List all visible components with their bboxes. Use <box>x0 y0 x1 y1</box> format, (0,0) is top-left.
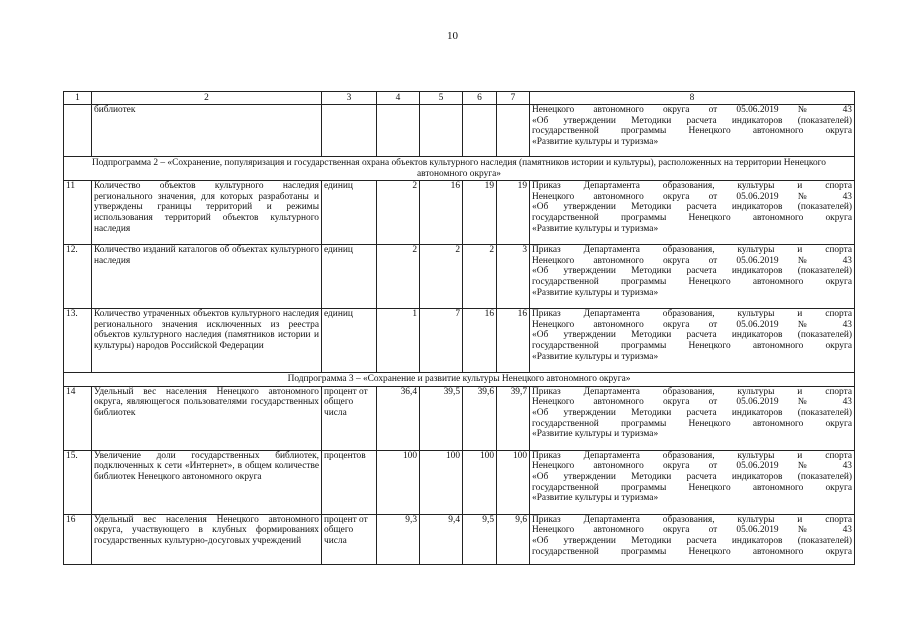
source-line: государственной программы Ненецкого автономного округа <box>532 340 852 351</box>
source-line: Приказ Департамента образования, культуры и спорта <box>532 245 852 256</box>
indicator-name: Количество изданий каталогов об объектах культурного наследия <box>92 245 322 309</box>
indicators-table <box>63 91 855 565</box>
row-number: 14 <box>64 386 92 450</box>
row-number: 16 <box>64 514 92 564</box>
value-cell: 9,5 <box>463 514 497 564</box>
value-cell: 2 <box>420 245 463 309</box>
column-number: 2 <box>92 92 322 105</box>
value-cell: 2 <box>377 181 420 245</box>
row-number: 12. <box>64 245 92 309</box>
unit-cell: единиц <box>322 245 377 309</box>
row-number <box>64 105 92 157</box>
value-cell: 36,4 <box>377 386 420 450</box>
source-line: Приказ Департамента образования, культуры и спорта <box>532 181 852 192</box>
indicator-name: Удельный вес населения Ненецкого автономного округа, являющегося пользователями государственных библиотек <box>92 386 322 450</box>
value-cell <box>377 105 420 157</box>
source-line: Приказ Департамента образования, культуры и спорта <box>532 309 852 320</box>
value-cell <box>463 105 497 157</box>
subprogram-2-heading: Подпрограмма 2 – «Сохранение, популяризация и государственная охрана объектов культурного наследия (памятников истории и культуры), расположенных на территории Ненецкого автономного округа» <box>64 157 855 181</box>
unit-cell: процентов <box>322 450 377 514</box>
column-number: 3 <box>322 92 377 105</box>
value-cell: 16 <box>420 181 463 245</box>
source-line: государственной программы Ненецкого автономного округа <box>532 212 852 223</box>
row-number: 15. <box>64 450 92 514</box>
value-cell: 2 <box>377 245 420 309</box>
source-line: «Об утверждении Методики расчета индикаторов (показателей) <box>532 471 852 482</box>
value-cell: 9,6 <box>497 514 530 564</box>
value-cell <box>420 105 463 157</box>
table-row <box>64 245 855 309</box>
source-line: государственной программы Ненецкого автономного округа <box>532 418 852 429</box>
value-cell: 16 <box>497 309 530 373</box>
value-cell: 7 <box>420 309 463 373</box>
source-line: Ненецкого автономного округа от 05.06.2019 № 43 <box>532 319 852 330</box>
source-document <box>530 309 855 373</box>
indicator-name: Количество объектов культурного наследия регионального значения, для которых разработаны и утверждены границы территорий и режимы использования территорий объектов культурного наследия <box>92 181 322 245</box>
page-number: 10 <box>447 30 458 42</box>
value-cell: 100 <box>377 450 420 514</box>
column-number: 4 <box>377 92 420 105</box>
source-line: «Развитие культуры и туризма» <box>532 429 659 440</box>
source-document <box>530 514 855 564</box>
column-number: 8 <box>530 92 855 105</box>
subprogram-3-heading: Подпрограмма 3 – «Сохранение и развитие культуры Ненецкого автономного округа» <box>64 373 855 387</box>
column-number: 5 <box>420 92 463 105</box>
value-cell: 39,6 <box>463 386 497 450</box>
unit-cell: процент от общего числа <box>322 514 377 564</box>
source-line: государственной программы Ненецкого автономного округа <box>532 276 852 287</box>
value-cell: 19 <box>463 181 497 245</box>
value-cell <box>497 105 530 157</box>
source-line: Ненецкого автономного округа от 05.06.2019 № 43 <box>532 255 852 266</box>
source-line: государственной программы Ненецкого автономного округа <box>532 126 852 137</box>
source-line: государственной программы Ненецкого автономного округа <box>532 546 852 557</box>
source-line: «Об утверждении Методики расчета индикаторов (показателей) <box>532 202 852 213</box>
subprogram-heading-row <box>64 373 855 387</box>
value-cell: 1 <box>377 309 420 373</box>
source-line: «Об утверждении Методики расчета индикаторов (показателей) <box>532 266 852 277</box>
table-row <box>64 181 855 245</box>
value-cell: 2 <box>463 245 497 309</box>
table-row <box>64 514 855 564</box>
value-cell: 9,3 <box>377 514 420 564</box>
column-number: 6 <box>463 92 497 105</box>
source-document <box>530 105 855 157</box>
indicator-name: библиотек <box>92 105 322 157</box>
value-cell: 100 <box>463 450 497 514</box>
value-cell: 19 <box>497 181 530 245</box>
source-line: «Развитие культуры и туризма» <box>532 136 659 147</box>
source-line: Ненецкого автономного округа от 05.06.2019 № 43 <box>532 397 852 408</box>
table-row-continuation <box>64 105 855 157</box>
source-line: Ненецкого автономного округа от 05.06.2019 № 43 <box>532 461 852 472</box>
source-document <box>530 181 855 245</box>
unit-cell: процент от общего числа <box>322 386 377 450</box>
source-line: Ненецкого автономного округа от 05.06.2019 № 43 <box>532 525 852 536</box>
column-number: 7 <box>497 92 530 105</box>
value-cell: 100 <box>420 450 463 514</box>
table-row <box>64 386 855 450</box>
value-cell: 16 <box>463 309 497 373</box>
source-line: Приказ Департамента образования, культуры и спорта <box>532 450 852 461</box>
value-cell: 39,7 <box>497 386 530 450</box>
source-line: государственной программы Ненецкого автономного округа <box>532 482 852 493</box>
value-cell: 39,5 <box>420 386 463 450</box>
source-document <box>530 386 855 450</box>
source-line: «Развитие культуры и туризма» <box>532 351 659 362</box>
source-line: Приказ Департамента образования, культуры и спорта <box>532 514 852 525</box>
value-cell: 100 <box>497 450 530 514</box>
indicator-name: Увеличение доли государственных библиотек, подключенных к сети «Интернет», в общем количестве библиотек Ненецкого автономного округа <box>92 450 322 514</box>
subprogram-heading-row <box>64 157 855 181</box>
source-line: «Об утверждении Методики расчета индикаторов (показателей) <box>532 535 852 546</box>
source-line: Приказ Департамента образования, культуры и спорта <box>532 386 852 397</box>
source-line: Ненецкого автономного округа от 05.06.2019 № 43 <box>532 105 852 115</box>
indicator-name: Удельный вес населения Ненецкого автономного округа, участвующего в клубных формированиях государственных культурно-досуговых учреждений <box>92 514 322 564</box>
source-line: «Об утверждении Методики расчета индикаторов (показателей) <box>532 330 852 341</box>
source-document <box>530 450 855 514</box>
source-line: «Об утверждении Методики расчета индикаторов (показателей) <box>532 407 852 418</box>
source-line: «Развитие культуры и туризма» <box>532 493 659 504</box>
source-document <box>530 245 855 309</box>
source-line: «Развитие культуры и туризма» <box>532 287 659 298</box>
unit-cell: единиц <box>322 309 377 373</box>
table-row <box>64 309 855 373</box>
value-cell: 3 <box>497 245 530 309</box>
table-row <box>64 450 855 514</box>
source-line: «Об утверждении Методики расчета индикаторов (показателей) <box>532 115 852 126</box>
column-number: 1 <box>64 92 92 105</box>
source-line: Ненецкого автономного округа от 05.06.2019 № 43 <box>532 191 852 202</box>
row-number: 11 <box>64 181 92 245</box>
indicator-name: Количество утраченных объектов культурного наследия регионального значения исключенных из реестра объектов культурного наследия (памятников истории и культуры) народов Российской Федерации <box>92 309 322 373</box>
unit-cell: единиц <box>322 181 377 245</box>
unit-cell <box>322 105 377 157</box>
value-cell: 9,4 <box>420 514 463 564</box>
source-line: «Развитие культуры и туризма» <box>532 223 659 234</box>
column-number-row <box>64 92 855 105</box>
row-number: 13. <box>64 309 92 373</box>
